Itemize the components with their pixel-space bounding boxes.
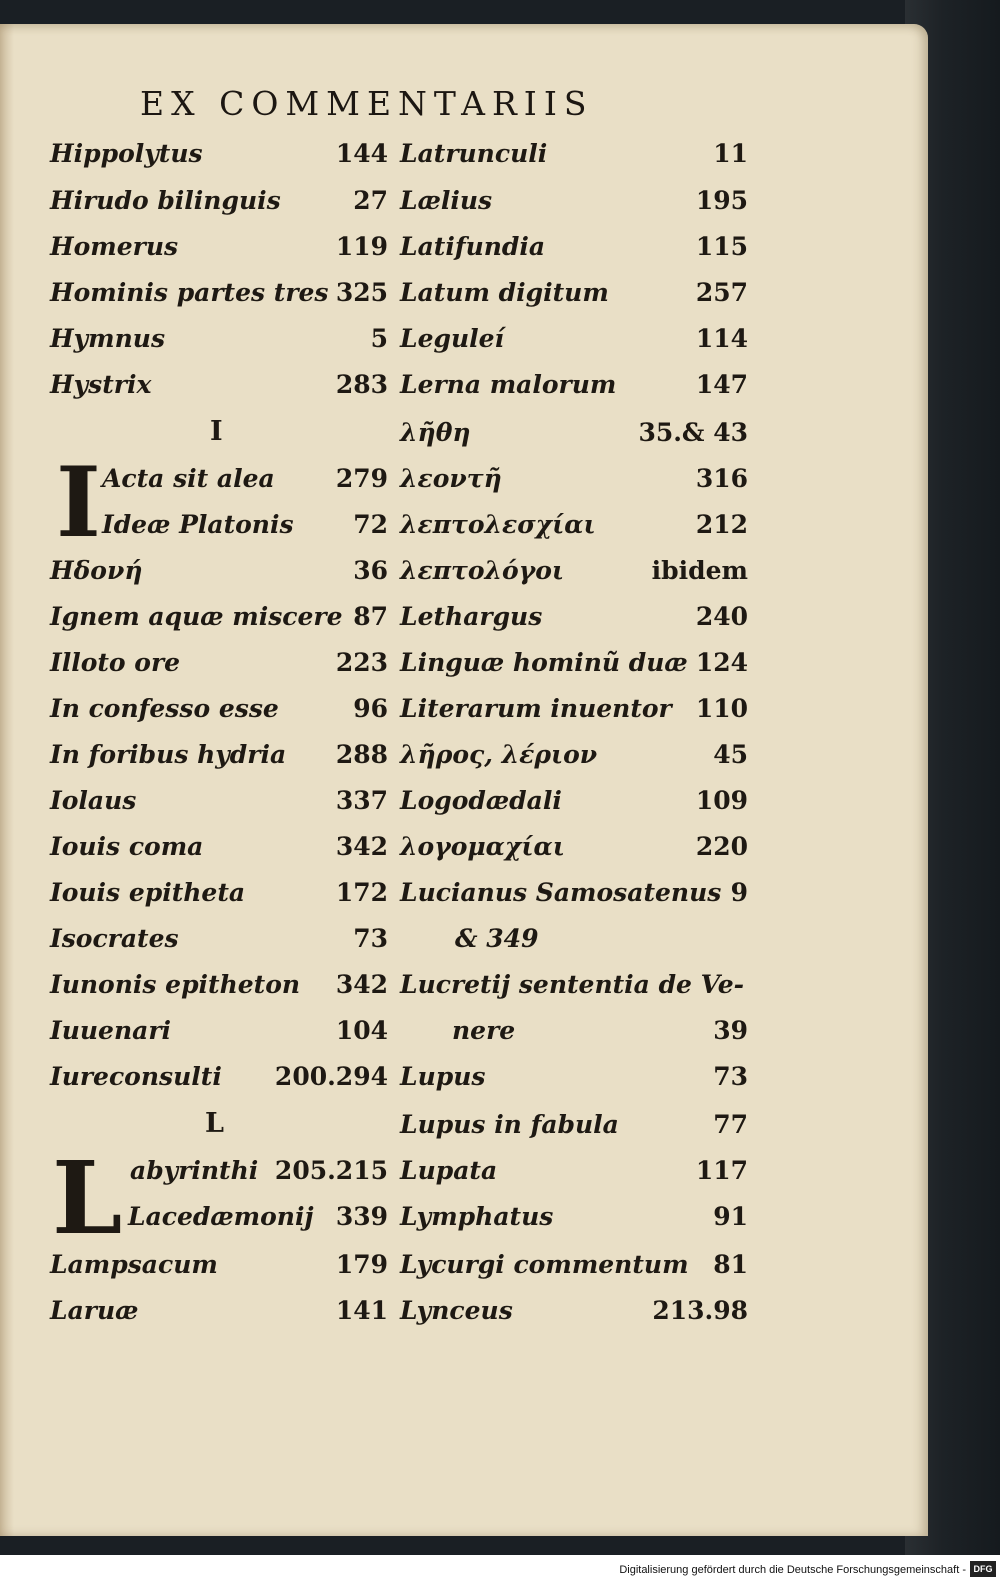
- index-entry: Lynceus 213.98: [400, 1296, 748, 1325]
- index-entry: Hominis partes tres 325: [50, 278, 388, 307]
- index-entry: λῆθη 35.& 43: [400, 418, 748, 447]
- index-entry: Linguæ hominũ duæ 124: [400, 648, 748, 677]
- index-entry: λεπτολόγοι ibidem: [400, 556, 748, 585]
- index-entry: Lerna malorum 147: [400, 370, 748, 399]
- index-entry: & 349: [455, 924, 539, 953]
- index-entry: Latum digitum 257: [400, 278, 748, 307]
- index-entry: λεπτολεσχίαι 212: [400, 510, 748, 539]
- index-entry: Lucretij sententia de Ve-: [400, 970, 745, 999]
- index-entry: Isocrates 73: [50, 924, 388, 953]
- running-header: EX COMMENTARIIS: [140, 84, 594, 123]
- index-entry: Lupus in fabula 77: [400, 1110, 748, 1139]
- index-entry: Ideæ Platonis 72: [102, 510, 388, 539]
- drop-cap-I: I: [56, 446, 101, 559]
- index-entry: Leguleí 114: [400, 324, 748, 353]
- index-entry: In foribus hydria 288: [50, 740, 388, 769]
- index-entry: Lacedæmonij 339: [128, 1202, 388, 1231]
- index-entry: Iolaus 337: [50, 786, 388, 815]
- index-entry: Iureconsulti 200.294: [50, 1062, 388, 1091]
- index-entry: Logodædali 109: [400, 786, 748, 815]
- index-entry: Iouis coma 342: [50, 832, 388, 861]
- index-entry: Hirudo bilinguis 27: [50, 186, 388, 215]
- index-entry: Lucianus Samosatenus 9: [400, 878, 748, 907]
- index-entry: Hippolytus 144: [50, 139, 388, 168]
- index-entry: Ignem aquæ miscere 87: [50, 602, 388, 631]
- index-entry: Lethargus 240: [400, 602, 748, 631]
- index-entry: Ηδονή 36: [50, 556, 388, 585]
- index-entry: nere 39: [452, 1016, 748, 1045]
- index-entry: Iuuenari 104: [50, 1016, 388, 1045]
- index-entry: λεοντῆ 316: [400, 464, 748, 493]
- index-entry: λῆρος, λέριον 45: [400, 740, 748, 769]
- drop-cap-L: L: [52, 1139, 123, 1257]
- index-entry: Lycurgi commentum 81: [400, 1250, 748, 1279]
- index-entry: Latifundia 115: [400, 232, 748, 261]
- section-letter-L: L: [205, 1108, 224, 1139]
- index-entry: In confesso esse 96: [50, 694, 388, 723]
- index-entry: Lymphatus 91: [400, 1202, 748, 1231]
- index-entry: Laruæ 141: [50, 1296, 388, 1325]
- index-entry: Literarum inuentor 110: [400, 694, 748, 723]
- index-entry: Iunonis epitheton 342: [50, 970, 388, 999]
- index-entry: Lælius 195: [400, 186, 748, 215]
- index-entry: Hystrix 283: [50, 370, 388, 399]
- dfg-logo-icon: DFG: [970, 1561, 996, 1577]
- index-entry: Lampsacum 179: [50, 1250, 388, 1279]
- index-entry: Iouis epitheta 172: [50, 878, 388, 907]
- index-entry: Illoto ore 223: [50, 648, 388, 677]
- index-entry: Latrunculi 11: [400, 139, 748, 168]
- index-entry: Homerus 119: [50, 232, 388, 261]
- index-entry: Lupus 73: [400, 1062, 748, 1091]
- section-letter-I: I: [210, 416, 223, 447]
- footer-credit: Digitalisierung gefördert durch die Deutsche Forschungsgemeinschaft -: [619, 1564, 966, 1576]
- index-entry: Acta sit alea 279: [102, 464, 388, 493]
- index-entry: λογομαχίαι 220: [400, 832, 748, 861]
- index-entry: Lupata 117: [400, 1156, 748, 1185]
- index-entry: Hymnus 5: [50, 324, 388, 353]
- index-entry: abyrinthi 205.215: [130, 1156, 388, 1185]
